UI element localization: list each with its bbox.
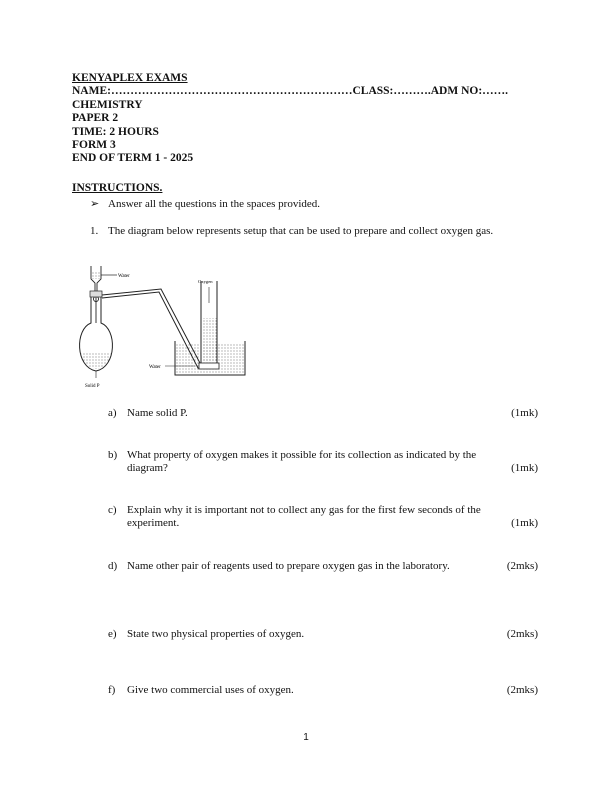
part-letter: e) [108, 628, 117, 640]
arrow-bullet-icon: ➢ [90, 198, 100, 210]
part-text: State two physical properties of oxygen. [127, 628, 305, 640]
instructions-title: INSTRUCTIONS. [72, 182, 163, 194]
school-name: KENYAPLEX EXAMS [72, 72, 188, 84]
paper-label: PAPER 2 [72, 112, 119, 125]
question-1e [108, 628, 538, 641]
question-1a [108, 407, 538, 420]
part-marks: (1mk) [511, 407, 538, 419]
time-label: TIME: 2 HOURS [72, 125, 159, 138]
part-text: Name solid P. [127, 407, 188, 419]
part-marks: (2mks) [506, 684, 538, 696]
term-label: END OF TERM 1 - 2025 [72, 152, 194, 165]
oxygen-label: Oxygen [198, 279, 213, 284]
question-1b [108, 449, 538, 475]
part-letter: d) [108, 560, 118, 572]
exam-header [72, 72, 508, 166]
solid-p-label: Solid P [85, 384, 100, 389]
name-class-adm-line: NAME:………………………………………………………CLASS:……….ADM NO:……. [72, 85, 509, 98]
water-bottom-label: Water [149, 365, 161, 370]
part-marks: (2mks) [506, 628, 538, 640]
part-text: Explain why it is important not to collect any gas for the first few seconds of the experiment. [127, 504, 481, 529]
oxygen-apparatus-diagram [77, 263, 249, 391]
part-text: Name other pair of reagents used to prepare oxygen gas in the laboratory. [127, 560, 450, 572]
question-1d [108, 560, 538, 573]
question-text: The diagram below represents setup that can be used to prepare and collect oxygen gas. [108, 225, 494, 237]
part-letter: b) [108, 449, 118, 461]
part-letter: c) [108, 504, 117, 516]
instruction-text: Answer all the questions in the spaces provided. [108, 198, 321, 210]
subject-title: CHEMISTRY [72, 98, 143, 111]
question-1 [90, 225, 493, 237]
part-letter: a) [108, 407, 117, 419]
part-marks: (1mk) [511, 517, 538, 529]
instruction-item [90, 197, 320, 210]
water-top-label: Water [118, 274, 130, 279]
question-1c [108, 504, 538, 530]
part-marks: (1mk) [511, 462, 538, 474]
part-letter: f) [108, 684, 116, 696]
part-text: What property of oxygen makes it possible for its collection as indicated by the diagram? [127, 449, 477, 474]
part-marks: (2mks) [506, 560, 538, 572]
part-text: Give two commercial uses of oxygen. [127, 684, 294, 696]
question-number: 1. [90, 225, 99, 237]
form-label: FORM 3 [72, 139, 116, 152]
question-1f [108, 684, 538, 697]
page-number: 1 [303, 732, 309, 743]
